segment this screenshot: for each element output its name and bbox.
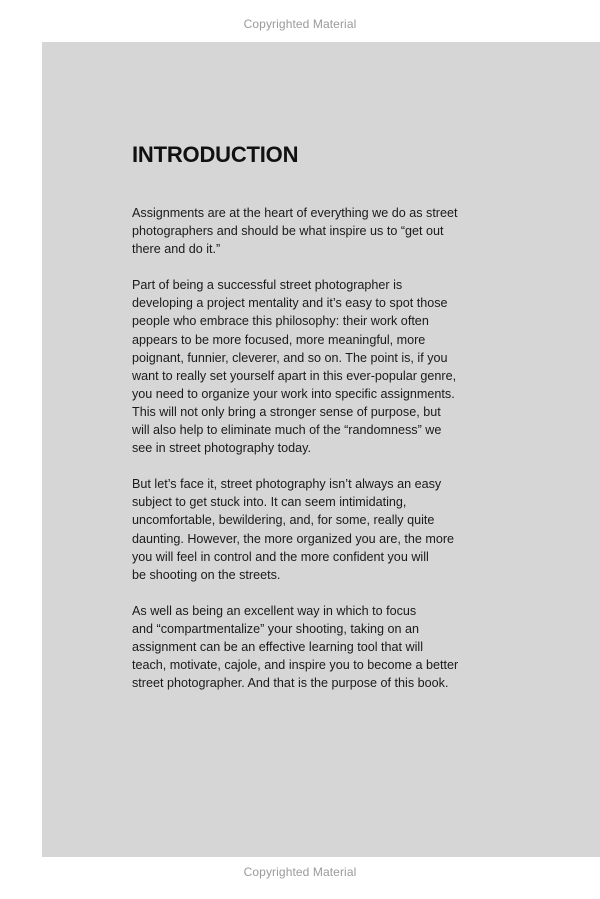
paragraph-4: As well as being an excellent way in which to focus and “compartmentalize” your shooting, taking on an assignment can be an effective learning tool that will teach, motivate, cajole, and inspire you to become a better street photographer. And that is the purpose of this book. bbox=[132, 603, 459, 691]
chapter-heading: INTRODUCTION bbox=[132, 142, 299, 167]
page-content bbox=[132, 142, 482, 710]
paragraph-2: Part of being a successful street photographer is developing a project mentality and it’s easy to spot those people who embrace this philosophy: their work often appears to be more focused, more meaningful, more poignant, funnier, cleverer, and so on. The point is, if you want to really set yourself apart in this ever-popular genre, you need to organize your work into specific assignments. This will not only bring a stronger sense of purpose, but will also help to eliminate much of the “randomness” we see in street photography today. bbox=[132, 278, 457, 456]
paragraph-1: Assignments are at the heart of everything we do as street photographers and should be what inspire us to “get out there and do it.” bbox=[132, 206, 458, 257]
copyright-watermark-bottom: Copyrighted Material bbox=[243, 865, 357, 879]
paragraph-3: But let’s face it, street photography isn’t always an easy subject to get stuck into. It can seem intimidating, uncomfortable, bewildering, and, for some, really quite daunting. However, the more organized you are, the more you will feel in control and the more confident you will be shooting on the streets. bbox=[132, 477, 455, 582]
book-page bbox=[42, 42, 600, 857]
copyright-watermark-top: Copyrighted Material bbox=[243, 17, 357, 31]
